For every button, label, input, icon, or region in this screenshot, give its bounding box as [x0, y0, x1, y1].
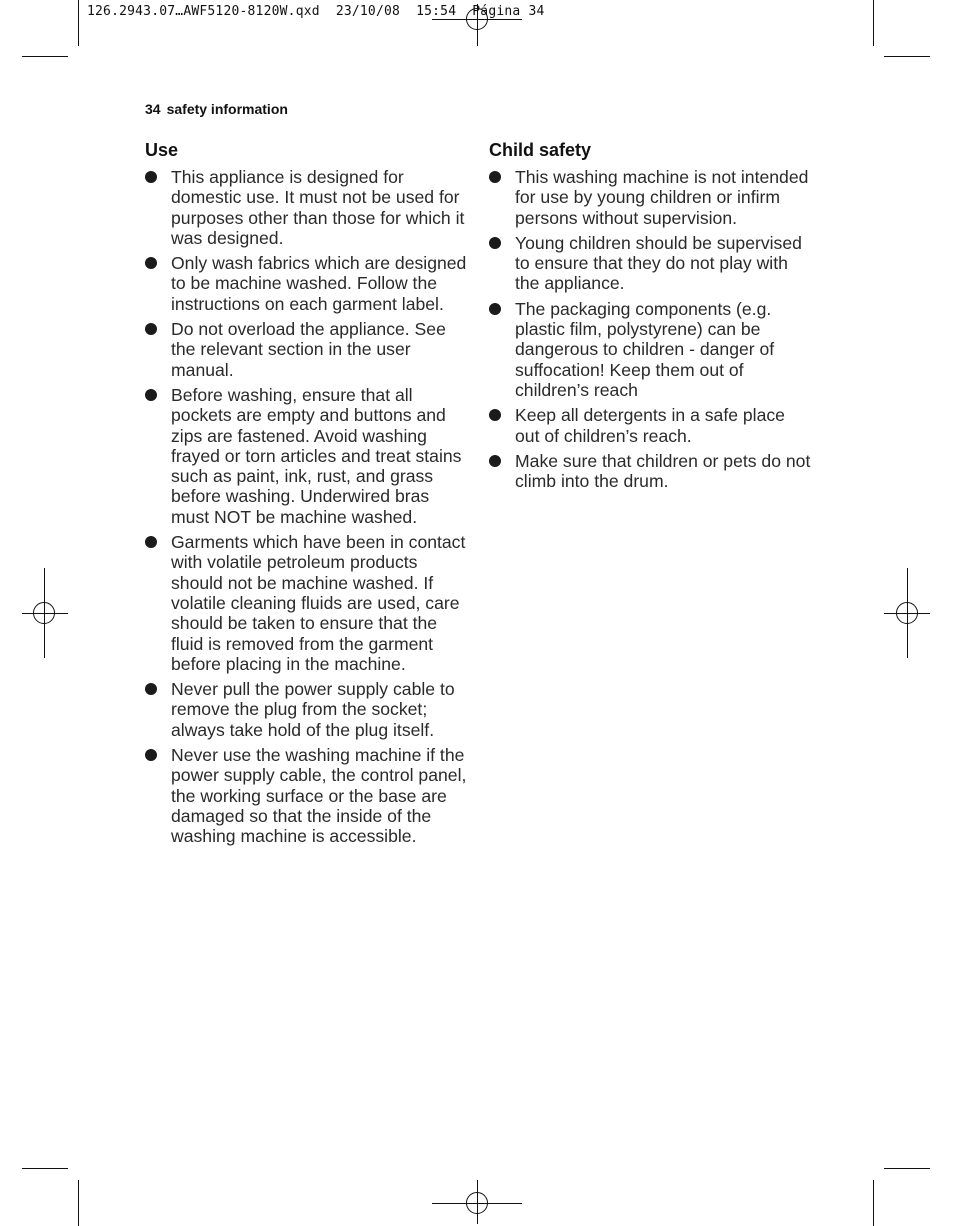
- page-number: 34: [145, 101, 161, 117]
- bullet-icon: [145, 536, 157, 548]
- bullet-icon: [489, 237, 501, 249]
- bullet-icon: [489, 409, 501, 421]
- list-item: [489, 167, 811, 228]
- crop-mark: [884, 56, 930, 57]
- crop-mark: [22, 56, 68, 57]
- list-item-text: This washing machine is not intended for use by young children or infirm persons without supervision.: [515, 167, 809, 228]
- list-item: [145, 319, 467, 380]
- bullet-icon: [145, 257, 157, 269]
- bullet-icon: [489, 455, 501, 467]
- list-item-text: Young children should be supervised to ensure that they do not play with the appliance.: [515, 232, 802, 294]
- list-item-text: Only wash fabrics which are designed to be machine washed. Follow the instructions on each garment label.: [171, 253, 467, 314]
- list-item-text: Never pull the power supply cable to remove the plug from the socket; always take hold of the plug itself.: [171, 679, 455, 740]
- list-item: [145, 745, 467, 846]
- list-item-text: Keep all detergents in a safe place out of children’s reach.: [515, 405, 785, 446]
- list-item-text: Never use the washing machine if the power supply cable, the control panel, the working surface or the base are damaged so that the inside of the washing machine is accessible.: [171, 745, 467, 847]
- bullet-icon: [145, 171, 157, 183]
- crop-mark: [78, 0, 79, 46]
- page-header: [145, 101, 288, 117]
- crop-mark: [884, 1168, 930, 1169]
- use-list: [145, 167, 467, 847]
- bullet-icon: [489, 171, 501, 183]
- use-section: [145, 138, 467, 852]
- list-item: [145, 167, 467, 248]
- print-slug-line: 126.2943.07…AWF5120-8120W.qxd 23/10/08 15:54 Página 34: [87, 4, 545, 19]
- list-item: [489, 451, 811, 492]
- bullet-icon: [145, 323, 157, 335]
- bullet-icon: [145, 749, 157, 761]
- list-item-text: Make sure that children or pets do not climb into the drum.: [515, 450, 811, 492]
- list-item: [145, 385, 467, 527]
- bullet-icon: [489, 303, 501, 315]
- bullet-icon: [145, 683, 157, 695]
- list-item: [489, 233, 811, 294]
- crop-mark: [873, 0, 874, 46]
- list-item: [145, 253, 467, 314]
- bullet-icon: [145, 389, 157, 401]
- list-item-text: This appliance is designed for domestic use. It must not be used for purposes other than those for which it was designed.: [171, 167, 465, 248]
- list-item-text: Garments which have been in contact with volatile petroleum products should not be machine washed. If volatile cleaning fluids are used, care should be taken to ensure that the fluid is removed from the garment before placing in the machine.: [171, 532, 466, 674]
- list-item: [145, 532, 467, 674]
- child-safety-title: Child safety: [489, 140, 592, 160]
- crop-mark: [22, 1168, 68, 1169]
- list-item: [489, 405, 811, 446]
- list-item: [145, 679, 467, 740]
- list-item: [489, 299, 811, 400]
- use-title: Use: [145, 140, 179, 160]
- header-section-title: safety information: [166, 101, 288, 117]
- list-item-text: Do not overload the appliance. See the relevant section in the user manual.: [171, 319, 446, 380]
- crop-mark: [873, 1180, 874, 1226]
- child-safety-section: [489, 138, 811, 496]
- child-safety-list: [489, 167, 811, 491]
- list-item-text: Before washing, ensure that all pockets are empty and buttons and zips are fastened. Avoid washing frayed or torn articles and treat stains such as paint, ink, rust, and grass before washing. Underwired bras must NOT be machine washed.: [171, 384, 462, 527]
- crop-mark: [78, 1180, 79, 1226]
- list-item-text: The packaging components (e.g. plastic film, polystyrene) can be dangerous to children - danger of suffocation! Keep them out of children’s reach: [515, 298, 775, 400]
